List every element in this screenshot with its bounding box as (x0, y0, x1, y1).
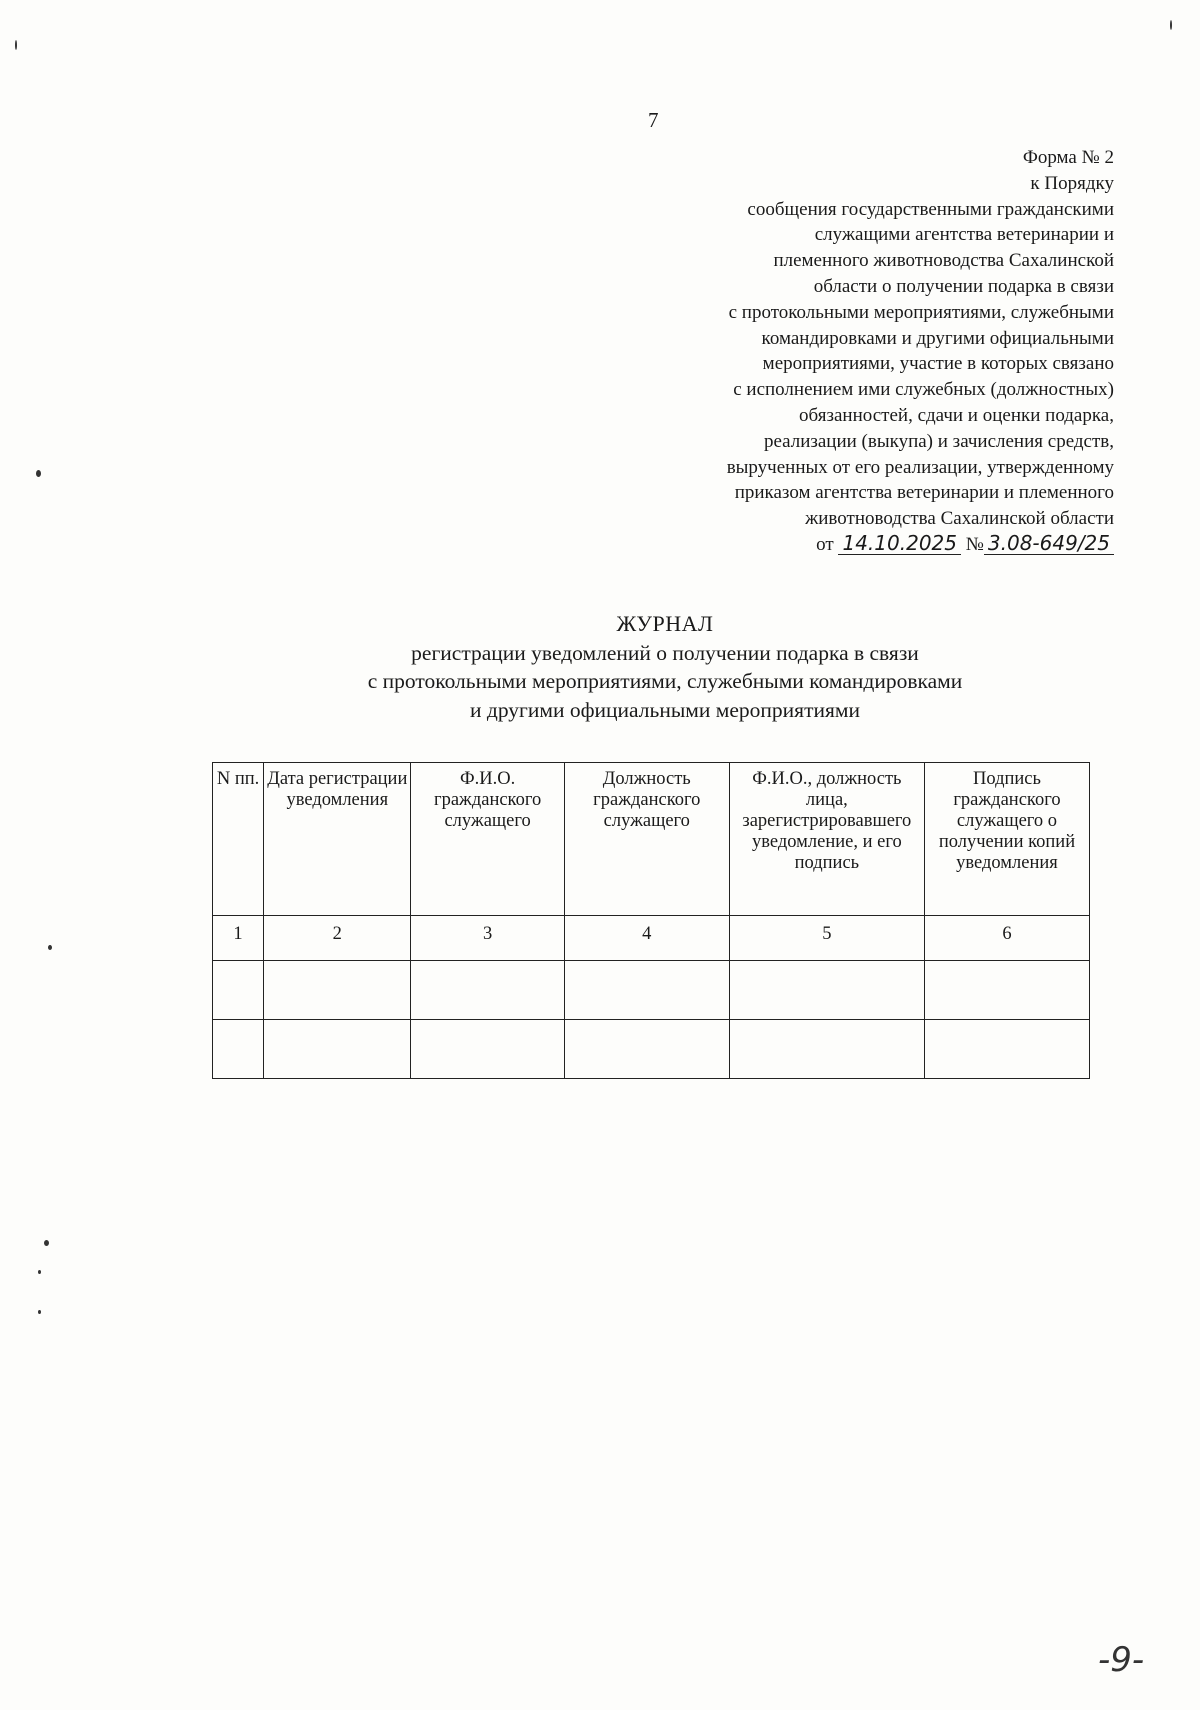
empty-cell (729, 1020, 924, 1079)
column-number-cell: 1 (213, 916, 264, 961)
form-header-line: Форма № 2 (1022, 147, 1114, 168)
form-header-line: обязанностей, сдачи и оценки подарка, (799, 404, 1114, 426)
scan-speck (1170, 20, 1172, 30)
journal-title: ЖУРНАЛ (616, 611, 714, 636)
scan-speck (44, 1240, 49, 1246)
journal-subtitle-line: с протокольными мероприятиями, служебными командировками (367, 669, 963, 693)
form-header-line: животноводства Сахалинской области (805, 508, 1114, 530)
header-cell: Должность гражданского служащего (564, 763, 729, 916)
form-header-line: племенного животноводства Сахалинской (773, 250, 1114, 272)
journal-title-block (200, 610, 1130, 724)
table-header-row (213, 763, 1090, 916)
scan-speck (38, 1310, 41, 1314)
empty-cell (264, 961, 411, 1020)
journal-subtitle-line: и другими официальными мероприятиями (470, 697, 860, 722)
form-header-line: к Порядку (1030, 172, 1114, 194)
form-header-line: с протокольными мероприятиями, служебными (728, 301, 1114, 323)
form-header-line: с исполнением ими служебных (должностных) (733, 379, 1114, 401)
scan-speck (38, 1270, 41, 1274)
date-prefix: от (816, 533, 834, 555)
form-header-line: сообщения государственными гражданскими (747, 198, 1114, 220)
header-cell: Ф.И.О., должность лица, зарегистрировавшего уведомление, и его подпись (729, 763, 924, 916)
header-cell: Ф.И.О. гражданского служащего (411, 763, 564, 916)
table-row (213, 961, 1090, 1020)
header-cell: Дата регистрации уведомления (264, 763, 411, 916)
empty-cell (924, 1020, 1089, 1079)
handwritten-order-number: 3.08-649/25 (984, 532, 1114, 555)
handwritten-sheet-number: -9- (1098, 1640, 1145, 1680)
header-cell: N пп. (213, 763, 264, 916)
column-number-row (213, 916, 1090, 961)
journal-table (212, 762, 1090, 1079)
form-header-line: приказом агентства ветеринарии и племенного (734, 482, 1114, 504)
column-number-cell: 4 (564, 916, 729, 961)
form-header-line: области о получении подарка в связи (813, 275, 1114, 297)
form-header-line: мероприятиями, участие в которых связано (762, 353, 1114, 375)
form-header-line: вырученных от его реализации, утвержденному (726, 456, 1114, 478)
empty-cell (411, 961, 564, 1020)
order-date-line (554, 532, 1114, 558)
form-header-line: реализации (выкупа) и зачисления средств, (763, 430, 1114, 452)
form-header-line: командировками и другими официальными (761, 327, 1114, 349)
form-header (554, 145, 1114, 558)
empty-cell (411, 1020, 564, 1079)
empty-cell (213, 961, 264, 1020)
empty-cell (564, 1020, 729, 1079)
scan-speck (48, 945, 52, 950)
number-prefix: № (965, 533, 984, 555)
empty-cell (264, 1020, 411, 1079)
empty-cell (564, 961, 729, 1020)
header-cell: Подпись гражданского служащего о получении копий уведомления (924, 763, 1089, 916)
scan-speck (36, 470, 41, 477)
table-row (213, 1020, 1090, 1079)
empty-cell (924, 961, 1089, 1020)
empty-cell (213, 1020, 264, 1079)
column-number-cell: 5 (729, 916, 924, 961)
scan-speck (15, 40, 17, 50)
handwritten-date: 14.10.2025 (838, 532, 961, 555)
column-number-cell: 3 (411, 916, 564, 961)
form-header-line: служащими агентства ветеринарии и (814, 224, 1114, 246)
journal-subtitle-line: регистрации уведомлений о получении подарка в связи (411, 640, 919, 665)
column-number-cell: 2 (264, 916, 411, 961)
empty-cell (729, 961, 924, 1020)
column-number-cell: 6 (924, 916, 1089, 961)
page-number: 7 (648, 108, 659, 132)
